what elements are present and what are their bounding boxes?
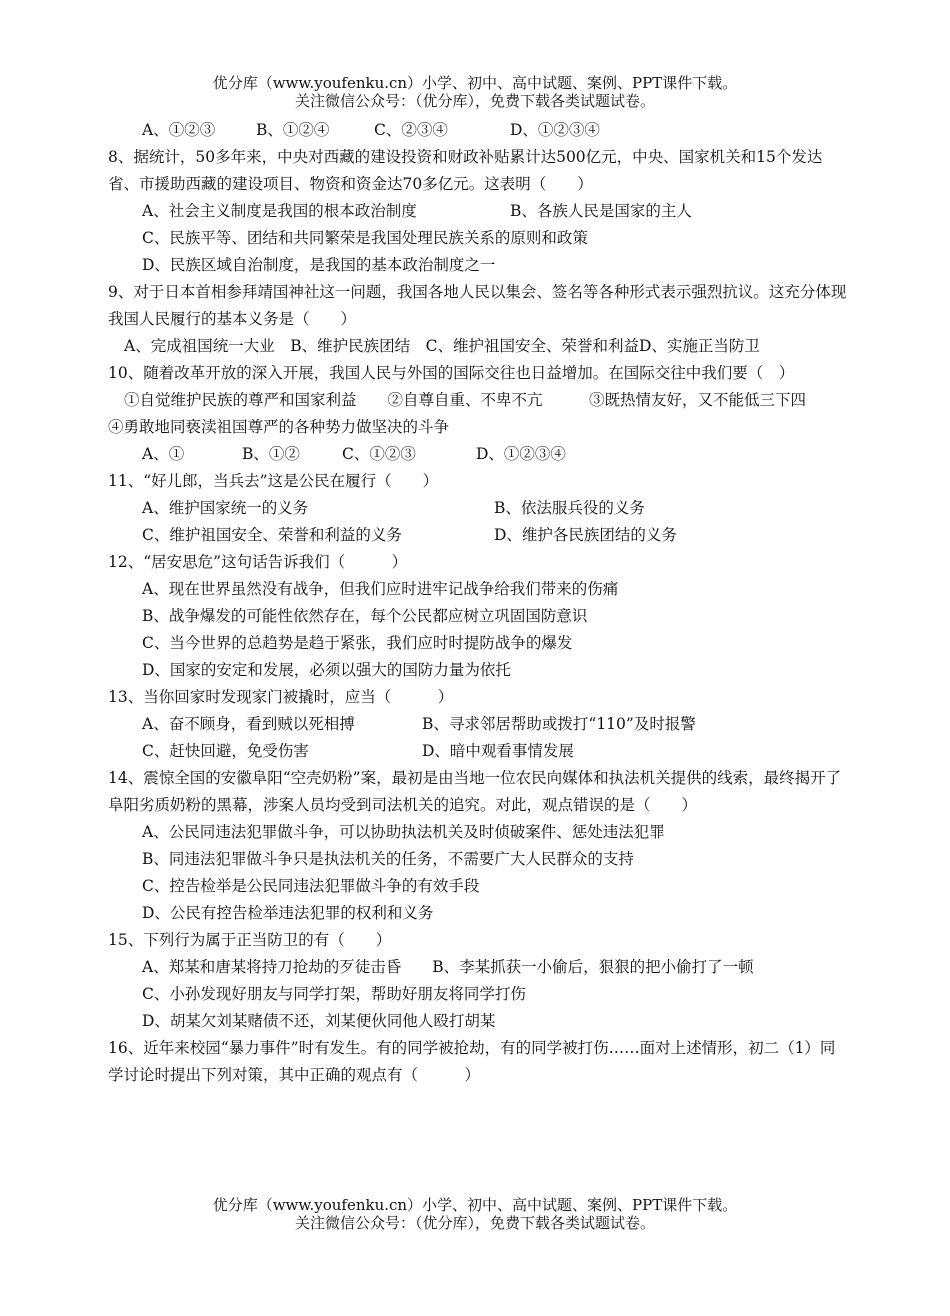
q11-option-c: C、维护祖国安全、荣誉和利益的义务 (142, 526, 402, 544)
q8-option-d: D、民族区域自治制度，是我国的基本政治制度之一 (142, 256, 496, 274)
q15-stem: 15、下列行为属于正当防卫的有（ ） (108, 931, 392, 949)
q7-option-b: B、①②④ (256, 121, 330, 139)
q14-stem: 14、震惊全国的安徽阜阳“空壳奶粉”案，最初是由当地一位农民向媒体和执法机关提供的线索，最终揭开了阜阳劣质奶粉的黑幕，涉案人员均受到司法机关的追究。对此，观点错误的是（ ） (108, 769, 842, 814)
q12-option-d: D、国家的安定和发展，必须以强大的国防力量为依托 (142, 661, 511, 679)
footer-line-1: 优分库（www.youfenku.cn）小学、初中、高中试题、案例、PPT课件下载。 (212, 1196, 738, 1214)
q7-option-c: C、②③④ (374, 121, 448, 139)
q16-stem: 16、近年来校园“暴力事件”时有发生。有的同学被抢劫，有的同学被打伤……面对上述情形，初二（1）同学讨论时提出下列对策，其中正确的观点有（ ） (108, 1039, 836, 1084)
q9-options: A、完成祖国统一大业 B、维护民族团结 C、维护祖国安全、荣誉和利益D、实施正当防卫 (124, 337, 760, 355)
q11-options-ab (108, 495, 848, 522)
q13-options-ab (108, 711, 848, 738)
q13-options-cd (108, 738, 848, 765)
q15-options-ab: A、郑某和唐某将持刀抢劫的歹徒击昏 B、李某抓获一小偷后，狠狠的把小偷打了一顿 (142, 958, 754, 976)
q8-option-a: A、社会主义制度是我国的根本政治制度 (142, 202, 417, 220)
q14-option-c: C、控告检举是公民同违法犯罪做斗争的有效手段 (142, 877, 480, 895)
q7-options (108, 117, 848, 144)
q12-option-b: B、战争爆发的可能性依然存在，每个公民都应树立巩固国防意识 (142, 607, 588, 625)
header-line-2: 关注微信公众号：（优分库），免费下载各类试题试卷。 (294, 92, 655, 110)
q10-stem: 10、随着改革开放的深入开展，我国人民与外国的国际交往也日益增加。在国际交往中我们要（ ） (108, 364, 795, 382)
q15-option-c: C、小孙发现好朋友与同学打架，帮助好朋友将同学打伤 (142, 985, 526, 1003)
q11-options-cd (108, 522, 848, 549)
q12-option-a: A、现在世界虽然没有战争，但我们应时进牢记战争给我们带来的伤痛 (142, 580, 619, 598)
q8-options-ab (108, 198, 848, 225)
q11-option-b: B、依法服兵役的义务 (494, 499, 645, 517)
q10-option-c: C、①②③ (342, 445, 416, 463)
question-list (108, 117, 848, 1089)
q8-stem: 8、据统计，50多年来，中央对西藏的建设投资和财政补贴累计达500亿元，中央、国家机关和15个发达省、市援助西藏的建设项目、物资和资金达70多亿元。这表明（ ） (108, 148, 823, 193)
footer-line-2: 关注微信公众号：（优分库），免费下载各类试题试卷。 (294, 1214, 655, 1232)
q13-option-c: C、赶快回避，免受伤害 (142, 742, 309, 760)
header-line-1: 优分库（www.youfenku.cn）小学、初中、高中试题、案例、PPT课件下载。 (212, 74, 738, 92)
q15-option-d: D、胡某欠刘某赌债不还，刘某便伙同他人殴打胡某 (142, 1012, 496, 1030)
q7-option-a: A、①②③ (142, 121, 216, 139)
q13-option-d: D、暗中观看事情发展 (422, 742, 574, 760)
q14-option-a: A、公民同违法犯罪做斗争，可以协助执法机关及时侦破案件、惩处违法犯罪 (142, 823, 665, 841)
q13-stem: 13、当你回家时发现家门被撬时，应当（ ） (108, 688, 454, 706)
q14-option-b: B、同违法犯罪做斗争只是执法机关的任务，不需要广大人民群众的支持 (142, 850, 634, 868)
q11-stem: 11、“好儿郎，当兵去”这是公民在履行（ ） (108, 472, 439, 490)
q9-stem: 9、对于日本首相参拜靖国神社这一问题，我国各地人民以集会、签名等各种形式表示强烈抗议。这充分体现我国人民履行的基本义务是（ ） (108, 283, 847, 328)
q14-option-d: D、公民有控告检举违法犯罪的权利和义务 (142, 904, 434, 922)
q8-option-c: C、民族平等、团结和共同繁荣是我国处理民族关系的原则和政策 (142, 229, 588, 247)
q12-option-c: C、当今世界的总趋势是趋于紧张，我们应时时提防战争的爆发 (142, 634, 573, 652)
q11-option-d: D、维护各民族团结的义务 (494, 526, 677, 544)
q10-options (108, 441, 848, 468)
q10-option-d: D、①②③④ (476, 445, 566, 463)
q10-option-a: A、① (142, 445, 185, 463)
q11-option-a: A、维护国家统一的义务 (142, 499, 309, 517)
q8-option-b: B、各族人民是国家的主人 (510, 202, 692, 220)
page-header (0, 74, 950, 110)
q7-option-d: D、①②③④ (510, 121, 600, 139)
q10-option-b: B、①② (242, 445, 300, 463)
q12-stem: 12、“居安思危”这句话告诉我们（ ） (108, 553, 408, 571)
q13-option-a: A、奋不顾身，看到贼以死相搏 (142, 715, 355, 733)
page-footer (0, 1196, 950, 1232)
q13-option-b: B、寻求邻居帮助或拨打“110”及时报警 (422, 715, 696, 733)
q10-items: ①自觉维护民族的尊严和国家利益 ②自尊自重、不卑不亢 ③既热情友好，又不能低三下四 ④勇敢地同亵渎祖国尊严的各种势力做坚决的斗争 (108, 391, 838, 436)
